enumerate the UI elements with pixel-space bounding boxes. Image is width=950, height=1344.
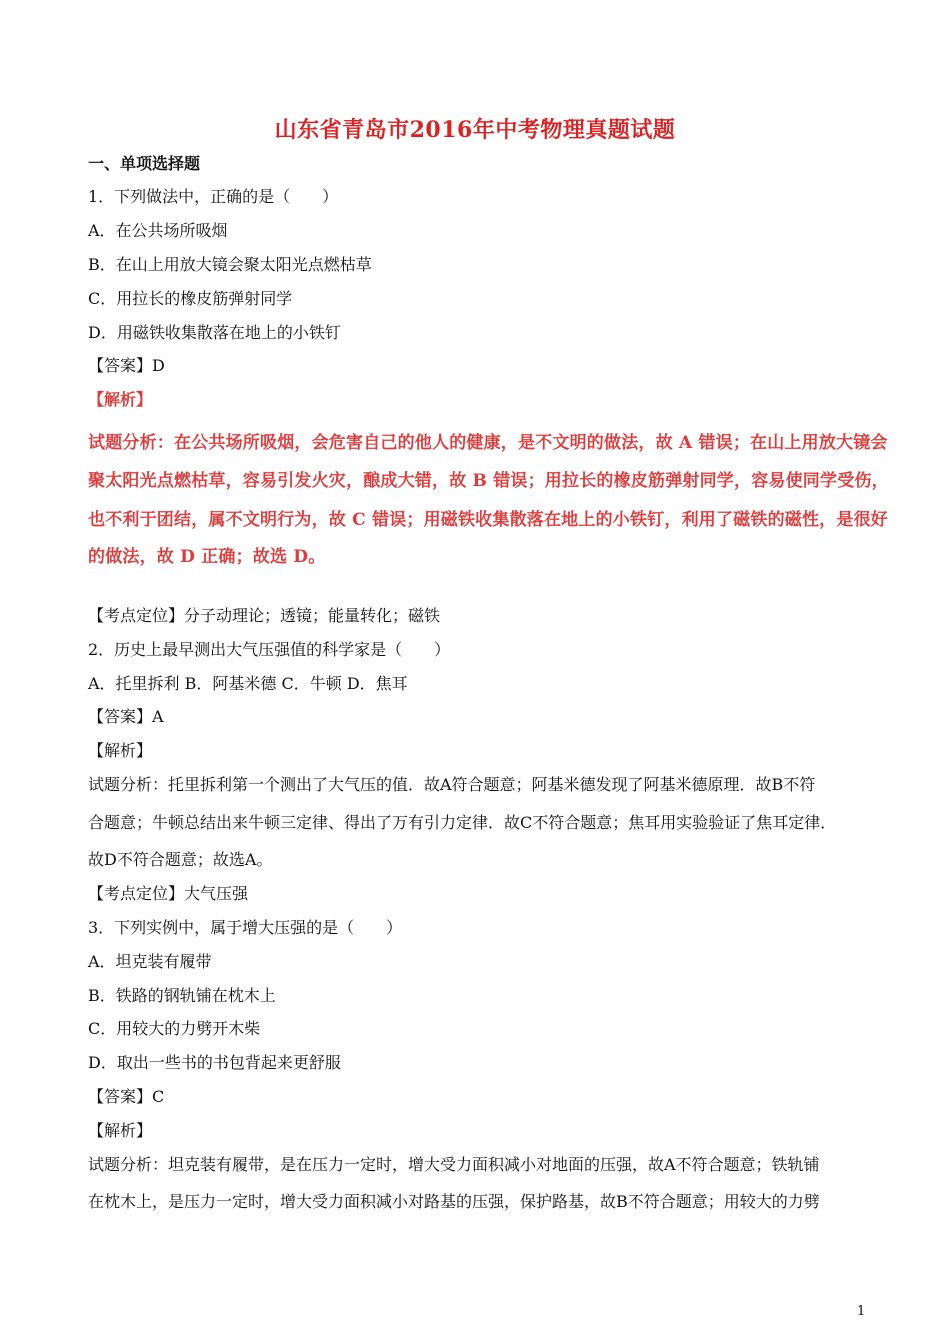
q2-analysis-line-2: 合题意；牛顿总结出来牛顿三定律、得出了万有引力定律．故C不符合题意；焦耳用实验验证了焦耳定律．	[88, 813, 837, 832]
q1-analysis-line-1: 试题分析：在公共场所吸烟，会危害自己的他人的健康，是不文明的做法，故 A 错误；在山上用放大镜会	[88, 433, 888, 453]
q1-analysis-line-3: 也不利于团结，属不文明行为，故 C 错误；用磁铁收集散落在地上的小铁钉，利用了磁铁的磁性，是很好	[88, 510, 888, 530]
page-number: 1	[857, 1304, 866, 1319]
q3-option-c: C．用较大的力劈开木柴	[88, 1019, 261, 1038]
q2-kaodian: 【考点定位】大气压强	[88, 884, 249, 903]
q1-stem: 1．下列做法中，正确的是（ ）	[88, 187, 339, 206]
q3-analysis-line-1: 试题分析：坦克装有履带，是在压力一定时，增大受力面积减小对地面的压强，故A不符合题意；铁轨铺	[88, 1155, 820, 1174]
q3-option-a: A．坦克装有履带	[88, 952, 212, 971]
q2-stem: 2．历史上最早测出大气压强值的科学家是（ ）	[88, 640, 451, 659]
q3-stem: 3．下列实例中，属于增大压强的是（ ）	[88, 918, 403, 937]
q2-analysis-line-3: 故D不符合题意；故选A。	[88, 850, 273, 869]
q3-option-b: B．铁路的钢轨铺在枕木上	[88, 986, 276, 1005]
q1-analysis-line-2: 聚太阳光点燃枯草，容易引发火灾，酿成大错，故 B 错误；用拉长的橡皮筋弹射同学，容易使同学受伤，	[88, 471, 889, 491]
q3-analysis-line-2: 在枕木上，是压力一定时，增大受力面积减小对路基的压强，保护路基，故B不符合题意；用较大的力劈	[88, 1192, 820, 1211]
document-title: 山东省青岛市2016年中考物理真题试题	[274, 117, 676, 143]
q3-analysis-label: 【解析】	[88, 1121, 153, 1140]
q1-option-b: B．在山上用放大镜会聚太阳光点燃枯草	[88, 255, 372, 274]
q1-kaodian: 【考点定位】分子动理论；透镜；能量转化；磁铁	[88, 606, 441, 625]
q2-options: A．托里拆利 B．阿基米德 C．牛顿 D．焦耳	[88, 674, 408, 693]
q3-option-d: D．取出一些书的书包背起来更舒服	[88, 1053, 341, 1072]
section-heading: 一、单项选择题	[88, 154, 201, 173]
q1-option-d: D．用磁铁收集散落在地上的小铁钉	[88, 323, 341, 342]
q1-analysis-label: 【解析】	[88, 390, 153, 409]
q1-option-a: A．在公共场所吸烟	[88, 221, 228, 240]
q1-analysis-line-4: 的做法，故 D 正确；故选 D。	[88, 547, 326, 567]
q2-analysis-label: 【解析】	[88, 741, 153, 760]
q2-answer: 【答案】A	[88, 707, 164, 726]
q3-answer: 【答案】C	[88, 1087, 165, 1106]
q1-answer: 【答案】D	[88, 356, 165, 375]
q2-analysis-line-1: 试题分析：托里拆利第一个测出了大气压的值．故A符合题意；阿基米德发现了阿基米德原理．故B不符	[88, 775, 816, 794]
q1-option-c: C．用拉长的橡皮筋弹射同学	[88, 289, 293, 308]
